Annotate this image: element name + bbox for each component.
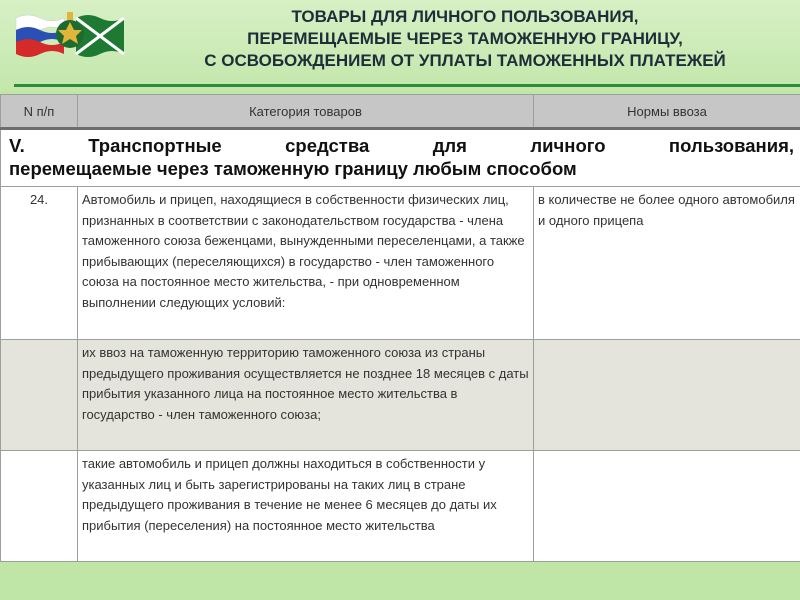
section-title [1,129,800,187]
row-category: такие автомобиль и прицеп должны находиться в собственности у указанных лиц и быть зарегистрированы на таких лиц в стране предыдущего проживания в течение не менее 6 месяцев до даты их прибытия (переселения) на постоянное место жительства [78,451,534,562]
section-line-2: перемещаемые через таможенную границу любым способом [9,158,577,179]
title-line-2: ПЕРЕМЕЩАЕМЫЕ ЧЕРЕЗ ТАМОЖЕННУЮ ГРАНИЦУ, [247,29,683,48]
row-category: Автомобиль и прицеп, находящиеся в собственности физических лиц, признанных в соответствии с законодательством государства - члена таможенного союза беженцами, вынужденными переселенцами, а также прибывающих (переселяющихся) в государство - член таможенного союза на постоянное место жительства, - при одновременном выполнении следующих условий: [78,187,534,340]
header-category: Категория товаров [78,95,534,129]
row-norm: в количестве не более одного автомобиля и одного прицепа [534,187,800,340]
table-row [1,451,800,562]
row-number [1,451,78,562]
header-norms: Нормы ввоза [534,95,800,129]
row-number [1,340,78,451]
row-norm [534,451,800,562]
section-row [1,129,800,187]
row-category: их ввоз на таможенную территорию таможенного союза из страны предыдущего проживания осуществляется не позднее 18 месяцев с даты прибытия указанного лица на постоянное место жительства в государство - член таможенного союза; [78,340,534,451]
goods-table [0,94,800,562]
title-line-1: ТОВАРЫ ДЛЯ ЛИЧНОГО ПОЛЬЗОВАНИЯ, [291,7,639,26]
row-norm [534,340,800,451]
table-row [1,340,800,451]
table-row [1,187,800,340]
section-line-1: V. Транспортные средства для личного пользования, [9,135,794,156]
header-number: N п/п [1,95,78,129]
table-header-row [1,95,800,129]
title-line-3: С ОСВОБОЖДЕНИЕМ ОТ УПЛАТЫ ТАМОЖЕННЫХ ПЛАТЕЖЕЙ [204,51,726,70]
row-number: 24. [1,187,78,340]
customs-logo [14,8,126,60]
page-title [130,6,800,72]
slide-header [0,0,800,92]
header-divider [14,84,800,87]
